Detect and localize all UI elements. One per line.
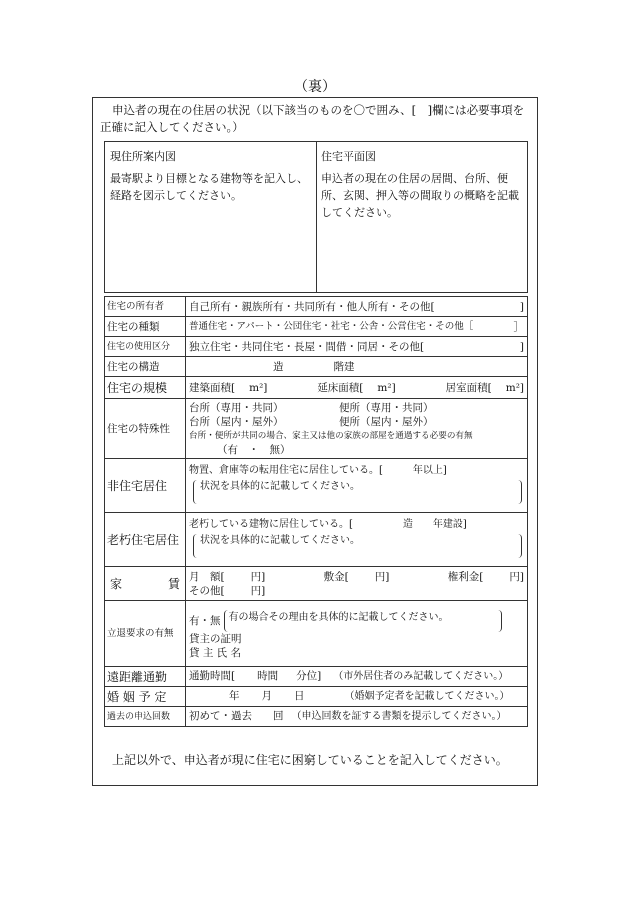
marriage-year: 年 bbox=[229, 690, 240, 702]
old-housing-detail-hint: 状況を具体的に記載してください。 bbox=[200, 534, 360, 546]
kitchen-shared: 台所（専用・共同） bbox=[189, 401, 284, 414]
special-label: 住宅の特殊性 bbox=[105, 399, 186, 459]
non-housing-field[interactable] bbox=[186, 459, 528, 513]
location-map-instructions: 最寄駅より目標となる建物等を記入し、経路を図示してください。 bbox=[110, 172, 308, 202]
building-area-label: 建築面積[ bbox=[189, 381, 236, 394]
commute-minutes: 分位] bbox=[296, 670, 322, 682]
landlord-cert-label: 貸主の証明 bbox=[189, 632, 242, 645]
past-note: （申込回数を証する書類を提示してください。） bbox=[291, 711, 507, 722]
map-section bbox=[104, 141, 528, 293]
kitchen-indoor: 台所（屋内・屋外） bbox=[189, 415, 284, 428]
marriage-day: 日 bbox=[294, 690, 305, 702]
usage-options: 独立住宅・共同住宅・長屋・間借・同居・その他[ bbox=[189, 340, 425, 353]
eviction-reason-hint: 有の場合その理由を具体的に記載してください。 bbox=[228, 611, 449, 623]
row-kind bbox=[105, 317, 528, 337]
monthly-rent-label: 月 額[ bbox=[189, 570, 225, 583]
toilet-shared: 便所（専用・共同） bbox=[339, 401, 434, 414]
room-area-unit: m²] bbox=[505, 381, 524, 394]
marriage-note: （婚姻予定者を記載してください。） bbox=[344, 691, 510, 702]
key-money-unit: 円] bbox=[509, 570, 524, 583]
building-area-unit: m²] bbox=[249, 381, 268, 394]
kind-close-bracket: ］ bbox=[513, 320, 524, 333]
commute-time-label: 通勤時間[ bbox=[189, 670, 236, 682]
usage-field[interactable] bbox=[186, 337, 528, 357]
floor-plan-cell[interactable] bbox=[321, 148, 525, 221]
row-rent bbox=[105, 567, 528, 601]
past-label: 過去の申込回数 bbox=[105, 707, 186, 727]
old-housing-field[interactable] bbox=[186, 513, 528, 567]
past-field[interactable] bbox=[186, 707, 528, 727]
structure-zo: 造 bbox=[273, 360, 284, 373]
location-map-heading: 現住所案内図 bbox=[110, 150, 176, 163]
deposit-label: 敷金[ bbox=[323, 570, 349, 583]
row-old-housing bbox=[105, 513, 528, 567]
usage-label: 住宅の使用区分 bbox=[105, 337, 186, 357]
intro-text: 申込者の現在の住居の状況（以下該当のものを〇で囲み、[ ]欄には必要事項を正確に記入してください。） bbox=[100, 103, 525, 134]
commute-field[interactable] bbox=[186, 667, 528, 687]
marriage-month: 月 bbox=[261, 690, 272, 702]
non-housing-statement: 物置、倉庫等の転用住宅に居住している。[ 年以上] bbox=[189, 464, 447, 476]
row-non-housing bbox=[105, 459, 528, 513]
structure-field[interactable] bbox=[186, 357, 528, 377]
row-special bbox=[105, 399, 528, 459]
marriage-field[interactable] bbox=[186, 687, 528, 707]
other-cost-label: その他[ bbox=[189, 584, 225, 597]
row-marriage bbox=[105, 687, 528, 707]
location-map-cell[interactable] bbox=[110, 148, 312, 204]
commute-label: 遠距離通勤 bbox=[105, 667, 186, 687]
key-money-label: 権利金[ bbox=[447, 570, 484, 583]
row-scale bbox=[105, 377, 528, 399]
marriage-label: 婚 姻 予 定 bbox=[105, 687, 186, 707]
row-owner bbox=[105, 297, 528, 317]
structure-label: 住宅の構造 bbox=[105, 357, 186, 377]
old-housing-label: 老朽住宅居住 bbox=[105, 513, 186, 567]
floor-plan-instructions: 申込者の現在の住居の居間、台所、便所、玄関、押入等の間取りの概略を記載してください。 bbox=[321, 172, 519, 219]
housing-table bbox=[104, 296, 528, 727]
usage-close-bracket: ] bbox=[519, 340, 524, 353]
owner-field[interactable] bbox=[186, 297, 528, 317]
owner-close-bracket: ] bbox=[519, 300, 524, 313]
footer-instruction: 上記以外で、申込者が現に住宅に困窮していることを記入してください。 bbox=[112, 753, 508, 767]
rent-label-cell bbox=[105, 567, 186, 601]
structure-kaidate: 階建 bbox=[333, 360, 355, 373]
scale-field[interactable] bbox=[186, 377, 528, 399]
landlord-name-label: 貸 主 氏 名 bbox=[189, 646, 242, 659]
row-eviction bbox=[105, 601, 528, 667]
scale-label: 住宅の規模 bbox=[105, 377, 186, 399]
non-housing-detail-hint: 状況を具体的に記載してください。 bbox=[200, 480, 360, 492]
row-past-applications bbox=[105, 707, 528, 727]
eviction-label: 立退要求の有無 bbox=[105, 601, 186, 667]
deposit-unit: 円] bbox=[374, 570, 390, 583]
other-cost-unit: 円] bbox=[250, 584, 266, 597]
non-housing-label: 非住宅居住 bbox=[105, 459, 186, 513]
special-field[interactable] bbox=[186, 399, 528, 459]
row-structure bbox=[105, 357, 528, 377]
non-housing-detail-box[interactable] bbox=[193, 480, 522, 504]
commute-hours: 時間 bbox=[257, 670, 279, 682]
kind-field[interactable] bbox=[186, 317, 528, 337]
commute-note: （市外居住者のみ記載してください。） bbox=[333, 671, 509, 682]
kind-options: 普通住宅・アパート・公団住宅・社宅・公舎・公営住宅・その他［ bbox=[189, 320, 474, 332]
past-count: 初めて・過去 回 bbox=[189, 710, 284, 722]
passage-question: 台所・便所が共同の場合、家主又は他の家族の部屋を通過する必要の有無 bbox=[189, 430, 473, 441]
rent-label-a: 家 bbox=[110, 576, 123, 591]
floor-area-unit: m²] bbox=[377, 381, 396, 394]
page-title: （裏） bbox=[294, 79, 336, 95]
owner-options: 自己所有・親族所有・共同所有・他人所有・その他[ bbox=[189, 300, 435, 313]
eviction-yesno: 有・無 bbox=[189, 614, 221, 627]
passage-yesno: （有 ・ 無） bbox=[217, 443, 291, 456]
floor-plan-heading: 住宅平面図 bbox=[321, 150, 376, 163]
monthly-rent-unit: 円] bbox=[250, 570, 266, 583]
row-usage bbox=[105, 337, 528, 357]
eviction-reason-box[interactable] bbox=[224, 610, 502, 632]
rent-label-b: 賃 bbox=[167, 576, 180, 591]
row-commute bbox=[105, 667, 528, 687]
kind-label: 住宅の種類 bbox=[105, 317, 186, 337]
toilet-indoor: 便所（屋内・屋外） bbox=[339, 415, 434, 428]
old-housing-detail-box[interactable] bbox=[193, 534, 522, 558]
eviction-field[interactable] bbox=[186, 601, 528, 667]
map-divider bbox=[316, 142, 317, 292]
old-housing-statement: 老朽している建物に居住している。[ 造 年建設] bbox=[189, 518, 467, 530]
floor-area-label: 延床面積[ bbox=[317, 381, 364, 394]
owner-label: 住宅の所有者 bbox=[105, 297, 186, 317]
rent-field[interactable] bbox=[186, 567, 528, 601]
room-area-label: 居室面積[ bbox=[445, 381, 492, 394]
